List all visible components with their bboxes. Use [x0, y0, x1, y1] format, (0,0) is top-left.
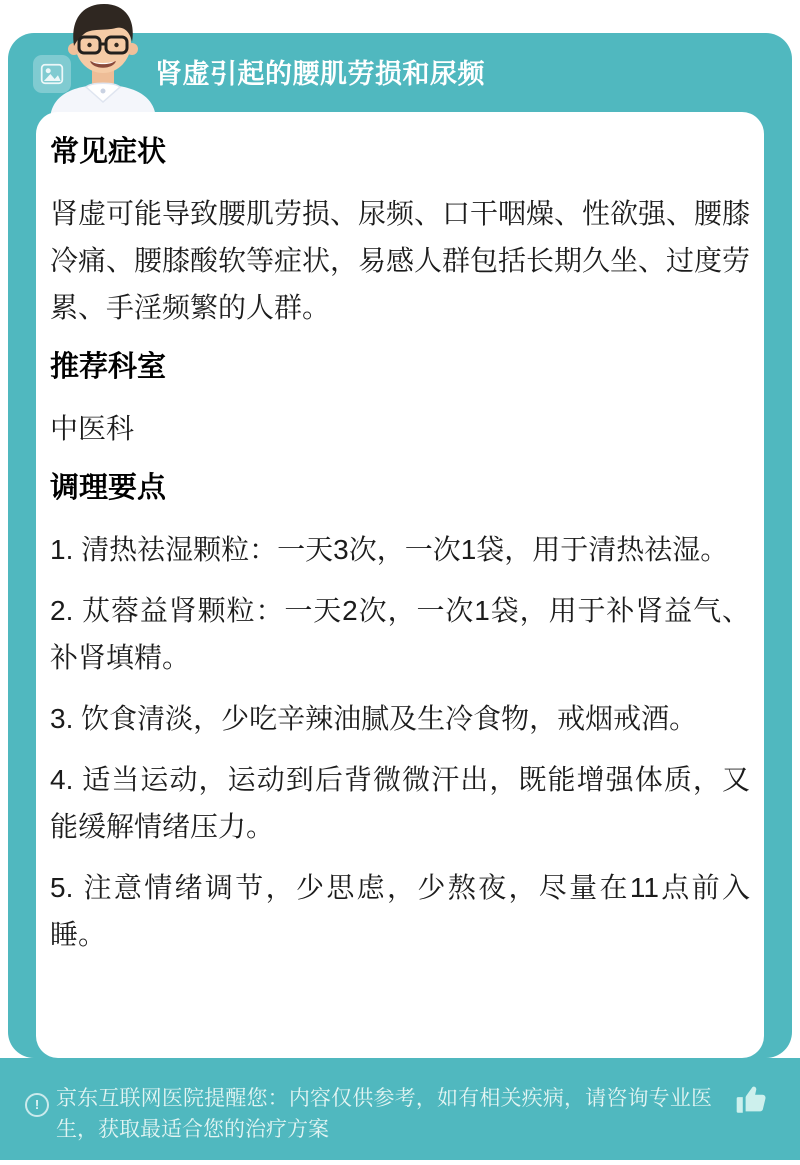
page-title: 肾虚引起的腰肌劳损和尿频 [155, 59, 485, 89]
care-point-1: 1. 清热祛湿颗粒：一天3次，一次1袋，用于清热祛湿。 [50, 534, 729, 565]
section-heading-department: 推荐科室 [50, 351, 167, 383]
content-card [36, 112, 764, 1058]
section-heading-care-points: 调理要点 [50, 472, 167, 504]
info-icon: ! [25, 1093, 49, 1117]
doctor-avatar [46, 2, 160, 121]
department-value: 中医科 [50, 413, 135, 444]
care-point-2: 2. 苁蓉益肾颗粒：一天2次，一次1袋，用于补肾益气、补肾填精。 [50, 595, 750, 673]
thumbs-up-icon[interactable] [734, 1083, 768, 1117]
disclaimer-text: 京东互联网医院提醒您：内容仅供参考，如有相关疾病，请咨询专业医生，获取最适合您的治疗方案 [56, 1087, 712, 1141]
care-point-3: 3. 饮食清淡，少吃辛辣油腻及生冷食物，戒烟戒酒。 [50, 703, 698, 734]
symptoms-paragraph: 肾虚可能导致腰肌劳损、尿频、口干咽燥、性欲强、腰膝冷痛、腰膝酸软等症状，易感人群包括长期久坐、过度劳累、手淫频繁的人群。 [50, 198, 751, 323]
section-heading-symptoms: 常见症状 [50, 136, 167, 168]
care-point-5: 5. 注意情绪调节，少思虑，少熬夜，尽量在11点前入睡。 [50, 872, 750, 950]
care-point-4: 4. 适当运动，运动到后背微微汗出，既能增强体质，又能缓解情绪压力。 [50, 764, 750, 842]
